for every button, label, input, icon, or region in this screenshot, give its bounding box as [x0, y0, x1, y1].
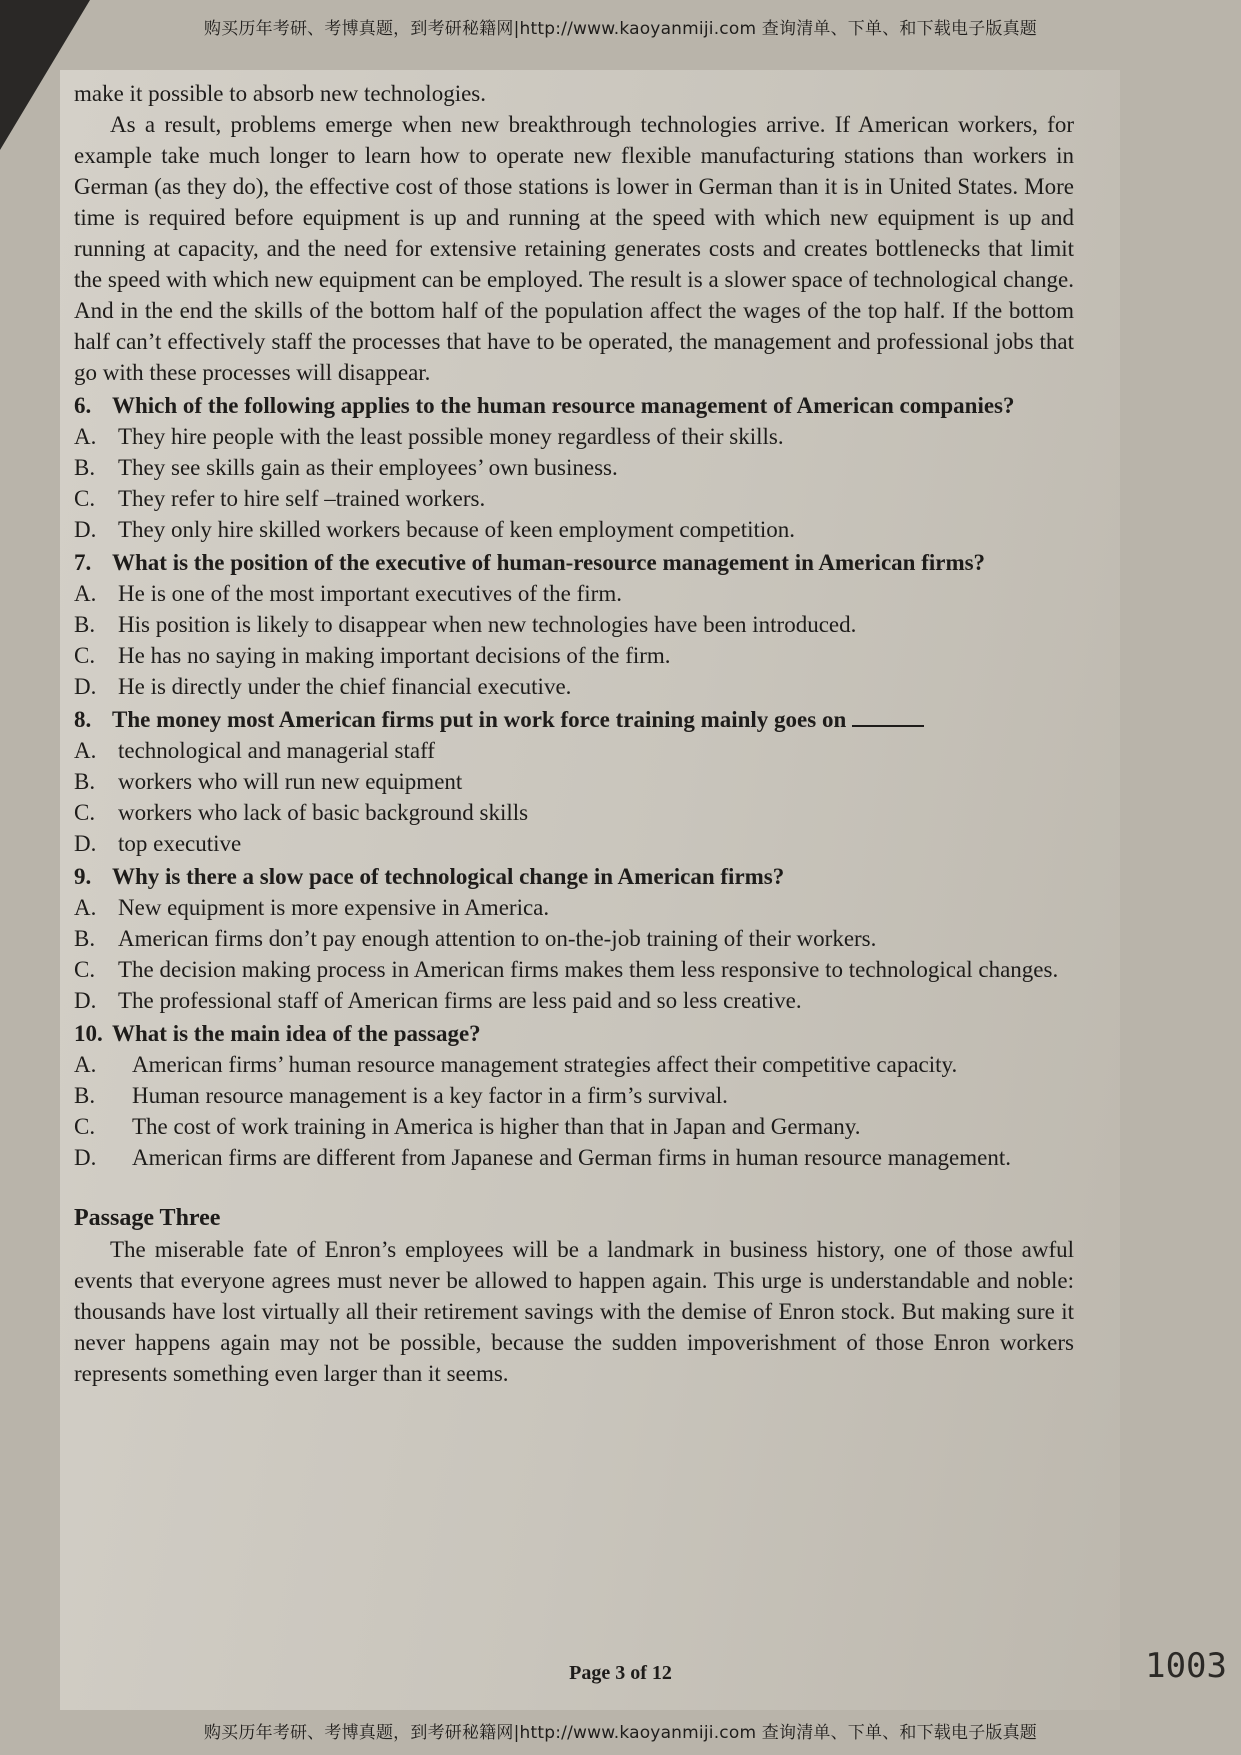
- option: [74, 1142, 1074, 1173]
- paragraph-continuation: make it possible to absorb new technologies.: [74, 81, 487, 106]
- option-letter: A.: [74, 581, 97, 606]
- option-text: American firms don’t pay enough attention to on-the-job training of their workers.: [118, 926, 877, 951]
- answer-blank: [852, 707, 924, 727]
- option-letter: C.: [74, 957, 96, 982]
- option-letter: A.: [74, 895, 97, 920]
- option-letter: B.: [74, 1083, 96, 1108]
- question-number: 8.: [74, 707, 92, 732]
- question-number: 7.: [74, 550, 92, 575]
- option: [74, 828, 1074, 859]
- option-text: American firms’ human resource management strategies affect their competitive capacity.: [132, 1052, 958, 1077]
- option-letter: D.: [74, 988, 97, 1013]
- option: [74, 514, 1074, 545]
- option-text: His position is likely to disappear when new technologies have been introduced.: [118, 612, 857, 637]
- page-stamp: 1003: [1145, 1646, 1227, 1686]
- question-10: [74, 1018, 1074, 1049]
- option-text: They hire people with the least possible money regardless of their skills.: [118, 424, 784, 449]
- page-content: [74, 78, 1074, 1389]
- question-9: [74, 861, 1074, 892]
- option-letter: A.: [74, 424, 97, 449]
- option-text: He has no saying in making important decisions of the firm.: [118, 643, 671, 668]
- option: [74, 421, 1074, 452]
- option-text: technological and managerial staff: [118, 738, 435, 763]
- question-7: [74, 547, 1074, 578]
- option-letter: C.: [74, 486, 96, 511]
- option-letter: B.: [74, 769, 96, 794]
- option-letter: B.: [74, 612, 96, 637]
- option: [74, 985, 1074, 1016]
- option-text: American firms are different from Japanese and German firms in human resource management.: [132, 1145, 1011, 1170]
- header-banner: 购买历年考研、考博真题，到考研秘籍网|http://www.kaoyanmiji.com 查询清单、下单、和下载电子版真题: [203, 18, 1038, 39]
- option-letter: C.: [74, 643, 96, 668]
- question-text: What is the position of the executive of human-resource management in American firms?: [112, 550, 986, 575]
- option-text: workers who lack of basic background skills: [118, 800, 529, 825]
- option-text: They see skills gain as their employees’ own business.: [118, 455, 618, 480]
- option: [74, 1111, 1074, 1142]
- option-text: workers who will run new equipment: [118, 769, 463, 794]
- option: [74, 954, 1074, 985]
- option-letter: D.: [74, 674, 97, 699]
- option: [74, 923, 1074, 954]
- option-letter: B.: [74, 455, 96, 480]
- option-letter: A.: [74, 738, 97, 763]
- question-number: 10.: [74, 1021, 103, 1046]
- option-text: He is one of the most important executives of the firm.: [118, 581, 622, 606]
- page-number: Page 3 of 12: [569, 1662, 672, 1684]
- option: [74, 892, 1074, 923]
- option: [74, 452, 1074, 483]
- option: [74, 640, 1074, 671]
- option-letter: C.: [74, 1114, 96, 1139]
- question-number: 6.: [74, 393, 92, 418]
- question-text: Why is there a slow pace of technological change in American firms?: [112, 864, 785, 889]
- passage-paragraph: The miserable fate of Enron’s employees will be a landmark in business history, one of those awful events that everyone agrees must never be allowed to happen again. This urge is understandable and noble: thousands have lost virtually all their retirement savings with the demise of Enron stock. But making sure it never happens again may not be possible, because the sudden impoverishment of those Enron workers represents something even larger than it seems.: [74, 1237, 1074, 1386]
- option-letter: D.: [74, 517, 97, 542]
- option: [74, 1049, 1074, 1080]
- question-text: [112, 704, 1074, 735]
- option: [74, 483, 1074, 514]
- question-text-content: The money most American firms put in work force training mainly goes on: [112, 707, 847, 732]
- option-text: They refer to hire self –trained workers.: [118, 486, 486, 511]
- option-text: Human resource management is a key factor in a firm’s survival.: [132, 1083, 728, 1108]
- question-text: What is the main idea of the passage?: [112, 1021, 481, 1046]
- option: [74, 1080, 1074, 1111]
- footer-banner: 购买历年考研、考博真题，到考研秘籍网|http://www.kaoyanmiji.com 查询清单、下单、和下载电子版真题: [203, 1722, 1038, 1743]
- option-text: He is directly under the chief financial executive.: [118, 674, 572, 699]
- option: [74, 797, 1074, 828]
- option-text: The professional staff of American firms are less paid and so less creative.: [118, 988, 802, 1013]
- option-letter: B.: [74, 926, 96, 951]
- option-letter: D.: [74, 1145, 97, 1170]
- option-text: top executive: [118, 831, 242, 856]
- question-number: 9.: [74, 864, 92, 889]
- option-letter: C.: [74, 800, 96, 825]
- option-text: They only hire skilled workers because of keen employment competition.: [118, 517, 796, 542]
- option-text: The decision making process in American firms makes them less responsive to technological changes.: [118, 957, 1059, 982]
- paragraph: As a result, problems emerge when new breakthrough technologies arrive. If American workers, for example take much longer to learn how to operate new flexible manufacturing stations than workers in German (as they do), the effective cost of those stations is lower in German than it is in United States. More time is required before equipment is up and running at the speed with which new equipment is up and running at capacity, and the need for extensive retaining generates costs and creates bottlenecks that limit the speed with which new equipment can be employed. The result is a slower space of technological change. And in the end the skills of the bottom half of the population affect the wages of the top half. If the bottom half can’t effectively staff the processes that have to be operated, the management and professional jobs that go with these processes will disappear.: [74, 112, 1074, 385]
- option-letter: A.: [74, 1052, 97, 1077]
- option-text: The cost of work training in America is higher than that in Japan and Germany.: [132, 1114, 861, 1139]
- question-8: [74, 704, 1074, 735]
- question-text: Which of the following applies to the human resource management of American companies?: [112, 393, 1015, 418]
- option: [74, 671, 1074, 702]
- question-6: [74, 390, 1074, 421]
- option: [74, 766, 1074, 797]
- option-text: New equipment is more expensive in America.: [118, 895, 550, 920]
- option: [74, 735, 1074, 766]
- option: [74, 609, 1074, 640]
- option: [74, 578, 1074, 609]
- option-letter: D.: [74, 831, 97, 856]
- passage-heading: Passage Three: [74, 1205, 221, 1231]
